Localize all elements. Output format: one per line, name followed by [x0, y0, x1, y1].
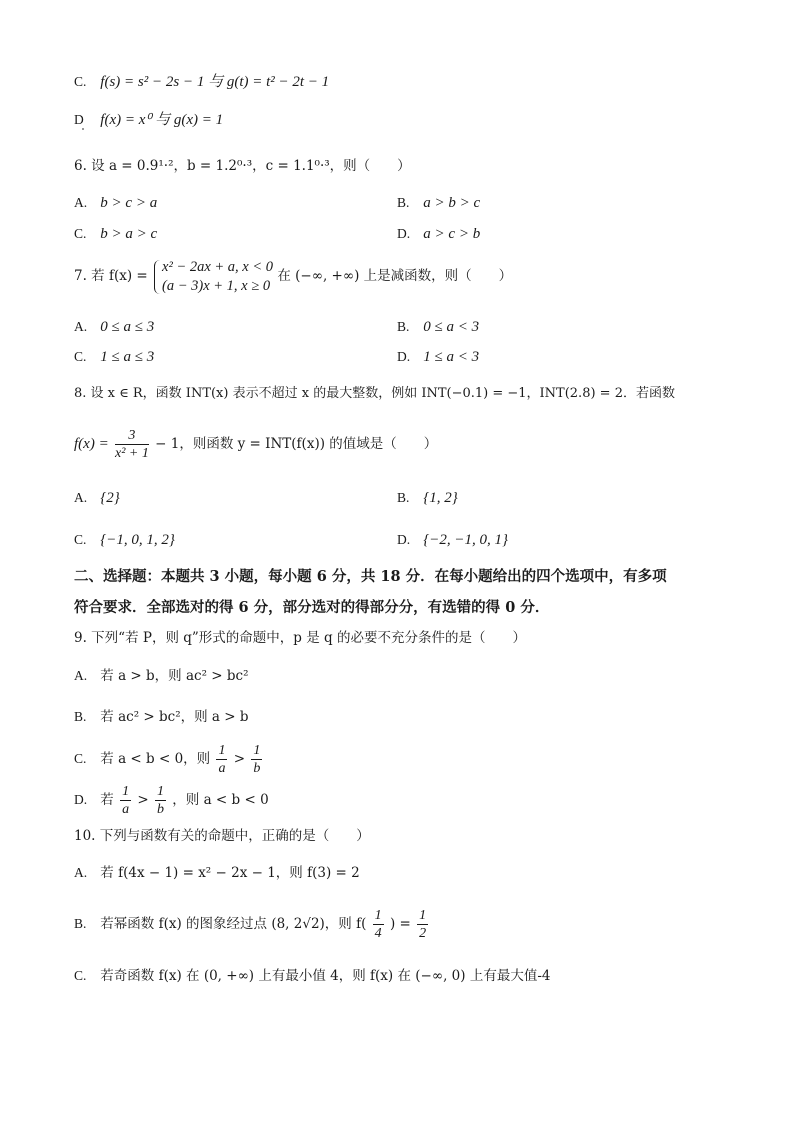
fraction-denominator: b	[253, 761, 261, 776]
q8-option-b	[397, 488, 458, 508]
q7-stem	[74, 254, 512, 298]
option-text: {−2, −1, 0, 1}	[423, 532, 509, 548]
q8-f-prefix: f(x) =	[74, 436, 109, 452]
piecewise-brace	[152, 258, 273, 296]
option-letter: B.	[74, 709, 87, 724]
option-letter: B.	[397, 490, 410, 505]
option-letter: A.	[74, 195, 88, 210]
q6-option-b	[397, 193, 480, 213]
fraction-1-over-4	[373, 907, 384, 942]
option-letter: B.	[397, 195, 410, 210]
q10-option-c	[74, 966, 550, 986]
option-letter: A.	[74, 319, 88, 334]
fraction-numerator: 1	[253, 743, 261, 758]
piecewise-case-2: (a − 3)x + 1, x ≥ 0	[162, 277, 271, 294]
option-text: b > a > c	[100, 226, 158, 242]
fraction-denominator: a	[122, 802, 130, 817]
option-text: {−1, 0, 1, 2}	[100, 532, 175, 548]
option-text: a > b > c	[423, 195, 481, 211]
fraction-1-over-2	[417, 907, 428, 942]
q8-stem-line-1: 8. 设 x ∈ R，函数 INT(x) 表示不超过 x 的最大整数，例如 INT(−0.1) = −1，INT(2.8) = 2．若函数	[74, 386, 675, 401]
option-text: 若 ac² > bc²，则 a > b	[100, 709, 249, 725]
q7-option-b	[397, 317, 479, 337]
operator: >	[233, 751, 246, 767]
q6-stem: 6. 设 a = 0.9¹·²，b = 1.2⁰·³，c = 1.1⁰·³，则（ ）	[74, 158, 411, 174]
q10-option-a	[74, 863, 360, 883]
q9-stem: 9. 下列“若 P，则 q”形式的命题中，p 是 q 的必要不充分条件的是（ ）	[74, 630, 526, 646]
option-mid: ) =	[389, 916, 411, 932]
q6-option-c	[74, 224, 157, 244]
section-2-heading-line-1: 二、选择题：本题共 3 小题，每小题 6 分，共 18 分．在每小题给出的四个选项中，有多项	[74, 568, 667, 585]
fraction-denominator: b	[157, 802, 164, 817]
option-letter: C.	[74, 74, 87, 89]
option-letter: C.	[74, 532, 87, 547]
option-letter: C.	[74, 226, 87, 241]
q7-option-d	[397, 347, 479, 367]
option-text: 1 ≤ a ≤ 3	[100, 349, 155, 365]
option-letter: B.	[74, 916, 87, 931]
option-suffix: ，则 a < b < 0	[172, 792, 269, 808]
q7-option-c	[74, 347, 154, 367]
option-prefix: 若 a < b < 0，则	[100, 751, 211, 767]
option-text: 0 ≤ a < 3	[423, 319, 480, 335]
option-text: a > c > b	[423, 226, 481, 242]
q5-option-c	[74, 72, 329, 92]
option-letter: A.	[74, 668, 88, 683]
q8-option-a	[74, 488, 120, 508]
option-text: {2}	[100, 490, 120, 506]
fraction-1-over-a	[120, 783, 131, 818]
option-text: 若奇函数 f(x) 在 (0, +∞) 上有最小值 4，则 f(x) 在 (−∞, 0) 上有最大值-4	[100, 968, 551, 984]
q8-stem-line-2	[74, 424, 437, 464]
q5-option-d	[74, 110, 223, 130]
option-letter: D.	[74, 792, 88, 807]
fraction-numerator: 1	[122, 784, 130, 799]
fraction-1-over-a	[216, 742, 227, 777]
q7-suffix: 在 (−∞, +∞) 上是减函数，则（ ）	[277, 268, 513, 284]
option-text: 若 f(4x − 1) = x² − 2x − 1，则 f(3) = 2	[100, 865, 360, 881]
operator: >	[137, 792, 149, 808]
option-text: 0 ≤ a ≤ 3	[100, 319, 155, 335]
option-letter: A.	[74, 490, 88, 505]
option-letter: D.	[397, 349, 411, 364]
q8-fraction	[115, 427, 149, 462]
q10-option-b	[74, 904, 430, 944]
fraction-numerator: 1	[218, 743, 226, 758]
piecewise-case-1: x² − 2ax + a, x < 0	[162, 258, 274, 275]
option-letter: C.	[74, 349, 87, 364]
fraction-1-over-b	[251, 742, 262, 777]
option-text: {1, 2}	[423, 490, 458, 506]
option-letter: C.	[74, 968, 87, 983]
option-letter: D	[74, 112, 84, 127]
option-text: 1 ≤ a < 3	[423, 349, 480, 365]
q8-f-suffix: − 1，则函数 y = INT(f(x)) 的值域是（ ）	[155, 436, 438, 452]
scan-dot	[82, 128, 84, 130]
fraction-numerator: 3	[115, 427, 149, 445]
q9-option-a	[74, 666, 249, 686]
q6-option-d	[397, 224, 480, 244]
fraction-denominator: 4	[374, 926, 382, 941]
option-letter: D.	[397, 532, 411, 547]
q9-option-b	[74, 707, 249, 727]
option-letter: B.	[397, 319, 410, 334]
q9-option-c	[74, 740, 264, 778]
option-letter: D.	[397, 226, 411, 241]
section-2-heading-line-2: 符合要求．全部选对的得 6 分，部分选对的得部分分，有选错的得 0 分．	[74, 599, 550, 616]
option-prefix: 若幂函数 f(x) 的图象经过点 (8, 2√2)，则 f(	[100, 916, 367, 932]
option-text: b > c > a	[100, 195, 158, 211]
fraction-1-over-b	[155, 783, 166, 818]
option-prefix: 若	[100, 792, 114, 808]
fraction-denominator: a	[218, 761, 226, 776]
q9-option-d	[74, 781, 269, 819]
fraction-numerator: 1	[374, 908, 382, 923]
option-text: 若 a > b，则 ac² > bc²	[100, 668, 249, 684]
option-letter: A.	[74, 865, 88, 880]
q7-prefix: 7. 若 f(x) =	[74, 268, 148, 284]
q7-option-a	[74, 317, 154, 337]
fraction-numerator: 1	[419, 908, 427, 923]
option-text: f(x) = x⁰ 与 g(x) = 1	[100, 112, 224, 128]
fraction-denominator: 2	[419, 926, 427, 941]
q6-option-a	[74, 193, 157, 213]
q10-stem: 10. 下列与函数有关的命题中，正确的是（ ）	[74, 828, 370, 844]
q8-option-c	[74, 530, 175, 550]
q8-option-d	[397, 530, 508, 550]
fraction-denominator: x² + 1	[114, 446, 149, 461]
option-text: f(s) = s² − 2s − 1 与 g(t) = t² − 2t − 1	[100, 74, 330, 90]
fraction-numerator: 1	[157, 784, 164, 799]
option-letter: C.	[74, 751, 87, 766]
